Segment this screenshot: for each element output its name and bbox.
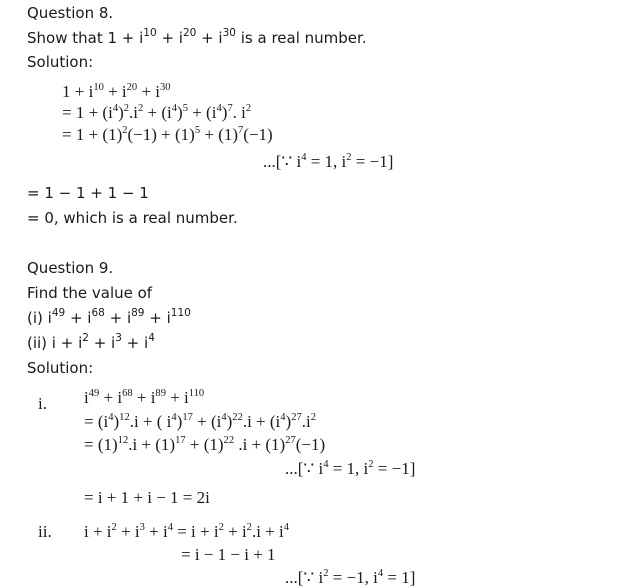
q9-i-step-1: $i^{49} + i^{68} + i^{89} + i^{110}$ [84,387,205,407]
exponent: 4 [167,521,173,533]
question-9-solution-label: Solution: [27,359,94,377]
exponent: 2 [310,411,316,423]
question-9-title: Question 9. [27,259,114,277]
question-8-solution-label: Solution: [27,53,94,71]
exponent: 2 [218,521,224,533]
q9-ii-step-1: $i + i^2 + i^3 + i^4 = i + i^2 + i^2.i + i^4$ [84,521,289,541]
exponent: 2 [82,332,89,345]
exponent: 2 [323,567,329,579]
exponent: 20 [182,27,197,40]
exponent: 5 [182,102,188,114]
exponent: 89 [155,387,166,399]
q9-part-i-label: i. [38,394,47,413]
exponent: 2 [123,102,130,114]
question-8-title: Question 8. [27,4,114,22]
exponent: 49 [51,307,66,320]
question-9-prompt: Find the value of [27,284,153,302]
exponent: 4 [108,411,114,423]
exponent: 30 [222,27,236,40]
q8-line-5: = 0, which is a real number. [27,209,238,227]
exponent: 30 [160,81,171,93]
q9-i-step-2: = $(i^4)^{12}.i$ + ( $i^4)^{17} + (i^4)^{22}.i + (i^4)^{27}.i^2$ [84,411,316,431]
q8-step-2: = $1 + (i^4)^2.i^2 + (i^4)^5 + (i^4)^7$. $i^2$ [62,102,252,122]
exponent: 22 [223,434,235,446]
exponent: 2 [138,102,144,114]
exponent: 4 [148,332,155,345]
q9-i-step-3: = $(1)^{12}.i + (1)^{17} + (1)^{22}$ $.i + (1)^{27}(-1)$ [84,434,326,454]
exponent: 4 [216,102,222,114]
q8-reason: ...[∵ $i^4 = 1$, $i^2 = -1$] [263,151,394,171]
question-9-part-2: (ii) $i + i^2 + i^3 + i^4$ [27,332,155,352]
exponent: 49 [88,387,100,399]
exponent: 4 [171,102,178,114]
question-9-part-1: (i) $i^{49} + i^{68} + i^{89} + i^{110}$ [27,307,191,327]
exponent: 27 [291,411,302,423]
exponent: 17 [175,434,186,446]
q9-ii-reason: ...[∵ $i^2 = -1$, $i^4 = 1$] [285,567,416,587]
exponent: 5 [194,124,201,136]
exponent: 2 [368,458,374,470]
question-8-prompt: Show that $1 + i^{10} + i^{20} + i^{30}$ is a real number. [27,27,367,47]
q9-i-reason: ...[∵ $i^4 = 1$, $i^2 = -1$] [285,458,416,478]
q9-i-result: = i + 1 + i − 1 = 2i [84,488,210,507]
exponent: 89 [131,307,145,320]
exponent: 4 [280,411,286,423]
exponent: 4 [377,567,384,579]
q9-part-ii-label: ii. [38,522,52,541]
exponent: 12 [117,434,129,446]
exponent: 2 [245,102,252,114]
exponent: 2 [111,521,117,533]
exponent: 12 [119,411,130,423]
exponent: 68 [122,387,133,399]
exponent: 2 [346,151,352,163]
exponent: 3 [139,521,145,533]
q8-line-4: = 1 − 1 + 1 − 1 [27,184,149,202]
exponent: 68 [91,307,105,320]
exponent: 2 [122,124,128,136]
q8-step-3: = $1 + (1)^2(-1) + (1)^5 + (1)^7(-1)$ [62,124,273,144]
exponent: 17 [182,411,193,423]
exponent: 4 [301,151,307,163]
exponent: 10 [143,27,157,40]
exponent: 4 [112,102,119,114]
exponent: 22 [232,411,243,423]
exponent: 3 [115,332,122,345]
exponent: 110 [188,387,205,399]
exponent: 27 [285,434,296,446]
exponent: 7 [238,124,244,136]
exponent: 4 [171,411,177,423]
exponent: 110 [170,307,191,320]
exponent: 4 [323,458,329,470]
exponent: 4 [283,521,289,533]
q9-ii-step-2: = i − 1 − i + 1 [181,545,276,564]
exponent: 2 [246,521,252,533]
q8-step-1: $1 + i^{10} + i^{20} + i^{30}$ [62,81,171,101]
exponent: 4 [221,411,227,423]
exponent: 20 [126,81,138,93]
exponent: 10 [93,81,104,93]
exponent: 7 [227,102,233,114]
